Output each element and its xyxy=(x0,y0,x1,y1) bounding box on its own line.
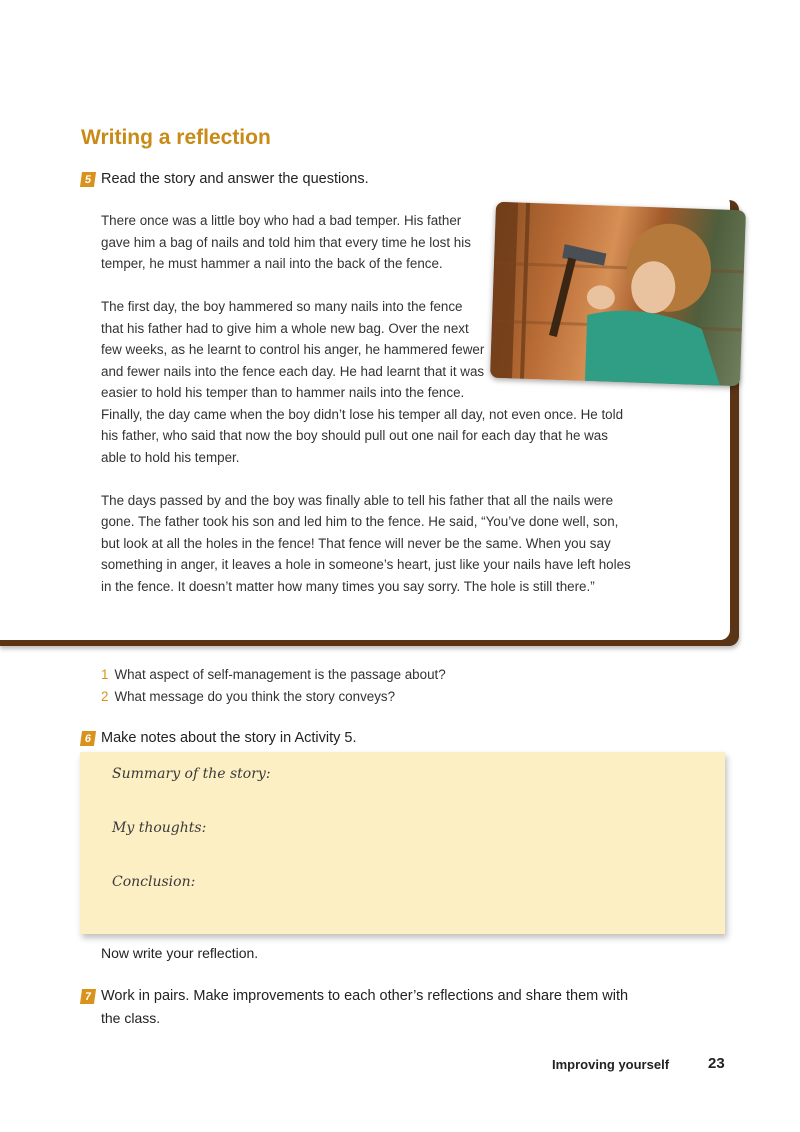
boy-with-hammer-photo xyxy=(490,202,746,387)
activity-5-header xyxy=(81,171,369,187)
activity-number-badge: 5 xyxy=(80,172,96,187)
section-title: Writing a reflection xyxy=(81,126,271,149)
note-conclusion: Conclusion: xyxy=(112,874,196,890)
activity-instruction: Read the story and answer the questions. xyxy=(101,171,369,187)
photo-illustration xyxy=(490,202,746,387)
page-number: 23 xyxy=(708,1055,725,1072)
followup-instruction: Now write your reflection. xyxy=(101,945,259,961)
activity-instruction: Make notes about the story in Activity 5. xyxy=(101,730,357,746)
activity-number-badge: 6 xyxy=(80,731,96,746)
story-text xyxy=(101,210,631,619)
note-summary: Summary of the story: xyxy=(112,766,271,782)
question-list xyxy=(101,664,446,708)
question-item xyxy=(101,686,446,708)
activity-instruction: Work in pairs. Make improvements to each other’s reflections and share them with xyxy=(101,988,629,1004)
activity-7-header xyxy=(81,988,628,1004)
notes-box xyxy=(80,752,725,934)
question-text: What message do you think the story conveys? xyxy=(114,689,396,704)
activity-number-badge: 7 xyxy=(80,989,96,1004)
activity-instruction-continued: the class. xyxy=(101,1010,161,1026)
question-text: What aspect of self-management is the passage about? xyxy=(114,667,446,682)
question-number: 2 xyxy=(101,689,109,704)
activity-6-header xyxy=(81,730,357,746)
story-paragraph-3: The days passed by and the boy was finally able to tell his father that all the nails were gone. The father took his son and led him to the fence. He said, “You’ve done well, son, but look at all the holes in the fence! That fence will never be the same. When you say something in anger, it leaves a hole in someone’s heart, just like your nails have left holes in the fence. It doesn’t matter how many times you say sorry. The hole is still there.” xyxy=(101,492,631,594)
note-thoughts: My thoughts: xyxy=(112,820,207,836)
story-paragraph-2: The first day, the boy hammered so many nails into the fence that his father had to give him a whole new bag. Over the next few weeks, as he learnt to control his anger, he hammered fewer and fewer nails into the fence each day. He had learnt that it was easier to hold his temper than to hammer nails into the fence. Finally, the day came when the boy didn’t lose his temper all day, not even once. He told his father, who said that now the boy should pull out one nail for each day that he was able to hold his temper. xyxy=(101,299,624,465)
footer-unit-label: Improving yourself xyxy=(552,1057,670,1072)
story-paragraph-1: There once was a little boy who had a bad temper. His father gave him a bag of nails and told him that every time he lost his temper, he must hammer a nail into the back of the fence. xyxy=(101,213,471,271)
question-number: 1 xyxy=(101,667,109,682)
question-item xyxy=(101,664,446,686)
